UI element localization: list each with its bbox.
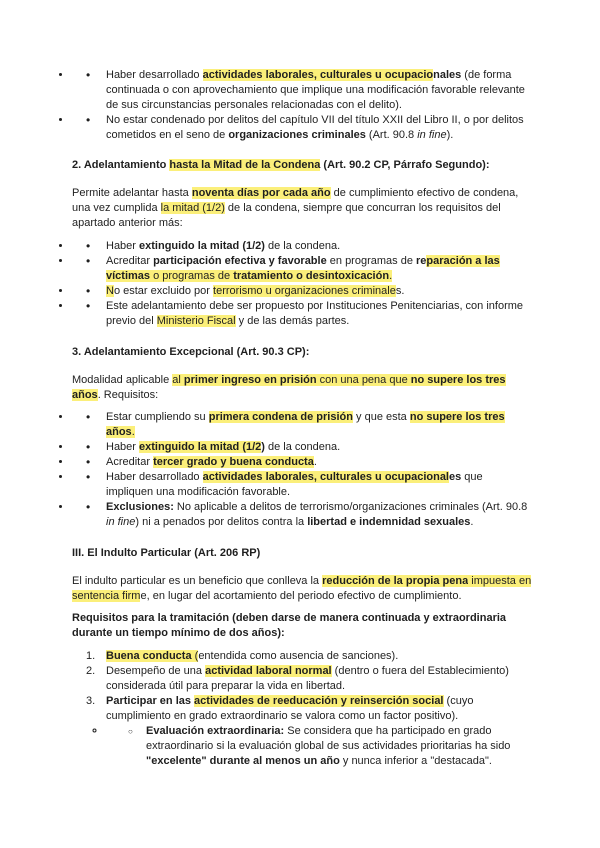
text-run: Haber desarrollado bbox=[106, 471, 203, 483]
paragraph bbox=[72, 373, 532, 403]
text-run: "excelente" durante al menos un año bbox=[146, 755, 340, 767]
paragraph bbox=[72, 186, 532, 231]
text-run: ) bbox=[261, 441, 265, 453]
highlighted-text: tercer grado y buena conducta bbox=[153, 456, 314, 468]
text-run: No estar condenado por delitos del capítulo VII del título XXII del Libro II, o por delitos cometidos en el seno de bbox=[106, 114, 524, 141]
text-run: Haber bbox=[106, 240, 140, 252]
text-run: participación efectiva y favorable bbox=[153, 255, 327, 267]
highlighted-text: al bbox=[172, 374, 184, 386]
highlighted-text: N bbox=[106, 285, 114, 297]
text-run: in fine bbox=[417, 129, 447, 141]
highlighted-text: primer ingreso en prisión bbox=[183, 374, 317, 386]
heading-block bbox=[72, 345, 532, 360]
text-run: Acreditar bbox=[106, 255, 154, 267]
section-heading bbox=[72, 345, 532, 360]
highlighted-text: con una pena que bbox=[316, 374, 411, 386]
list-item bbox=[72, 254, 532, 284]
section-heading bbox=[72, 546, 532, 561]
highlighted-text: actividad laboral normal bbox=[205, 665, 332, 677]
highlighted-text: primera condena de prisión bbox=[208, 411, 353, 423]
sub-list bbox=[106, 724, 532, 769]
numbered-list bbox=[72, 649, 532, 769]
text-run: organizaciones criminales bbox=[228, 129, 366, 141]
text-run: Haber desarrollado bbox=[106, 69, 203, 81]
highlighted-text: . bbox=[131, 426, 135, 438]
text-run: . bbox=[313, 456, 317, 468]
text-run: Modalidad aplicable bbox=[72, 374, 173, 386]
text-run: (de forma continuada o con aprovechamiento que implique una modificación favorable relevante de sus circunstancias personales relacionadas con el delito). bbox=[106, 69, 525, 111]
text-run: . bbox=[470, 516, 474, 528]
list-block bbox=[72, 410, 532, 530]
list-item bbox=[72, 113, 532, 143]
text-run: Acreditar bbox=[106, 456, 154, 468]
highlighted-text: tratamiento o desintoxicación bbox=[233, 270, 390, 282]
paragraph-block bbox=[72, 186, 532, 231]
list-item bbox=[72, 299, 532, 329]
list-item bbox=[72, 284, 532, 299]
text-run: (Art. 90.8 bbox=[365, 129, 418, 141]
text-run: y que esta bbox=[352, 411, 410, 423]
list-item bbox=[72, 440, 532, 455]
text-run: El indulto particular es un beneficio que conlleva la bbox=[72, 575, 323, 587]
text-run: nales bbox=[433, 69, 462, 81]
text-run: de la condena, siempre que concurran los requisitos del apartado anterior más: bbox=[72, 202, 501, 229]
list-item bbox=[72, 68, 532, 113]
text-run: No aplicable a delitos de terrorismo/organizaciones criminales (Art. 90.8 bbox=[173, 501, 528, 513]
text-run: in fine bbox=[106, 516, 136, 528]
item-number: 3. bbox=[86, 695, 96, 707]
text-run: libertad e indemnidad sexuales bbox=[307, 516, 471, 528]
text-run: es bbox=[449, 471, 462, 483]
text-run: Haber bbox=[106, 441, 140, 453]
highlighted-text: hasta la Mitad de la Condena bbox=[169, 159, 321, 171]
list-block bbox=[72, 239, 532, 329]
highlighted-text: la mitad (1/2) bbox=[160, 202, 225, 214]
list-item bbox=[72, 239, 532, 254]
highlighted-text: actividades laborales, culturales u ocupacional bbox=[202, 471, 449, 483]
text-run: Requisitos para la tramitación (deben darse de manera continuada y extraordinaria durante un tiempo mínimo de dos años): bbox=[72, 612, 507, 639]
section-heading bbox=[72, 611, 532, 641]
paragraph bbox=[72, 574, 532, 604]
highlighted-text: Buena conducta bbox=[106, 650, 192, 662]
heading-block bbox=[72, 158, 532, 173]
heading-block bbox=[72, 546, 532, 561]
list-item bbox=[72, 500, 532, 530]
text-run: Estar cumpliendo su bbox=[106, 411, 209, 423]
highlighted-text: ( bbox=[191, 650, 199, 662]
highlighted-text: paración a las víctimas bbox=[106, 255, 500, 282]
sub-list-item bbox=[106, 724, 532, 769]
text-run: extinguido la mitad (1/2) bbox=[139, 240, 265, 252]
text-run: ). bbox=[446, 129, 454, 141]
text-run: entendida como ausencia de sanciones). bbox=[198, 650, 399, 662]
text-run: Desempeño de una bbox=[106, 665, 206, 677]
text-run: III. El Indulto Particular (Art. 206 RP) bbox=[72, 547, 261, 559]
list-item bbox=[72, 470, 532, 500]
list-item bbox=[72, 410, 532, 440]
paragraph-block bbox=[72, 373, 532, 403]
text-run: 3. Adelantamiento Excepcional (Art. 90.3 CP): bbox=[72, 346, 310, 358]
highlighted-text: terrorismo u organizaciones criminale bbox=[213, 285, 396, 297]
text-run: s. bbox=[395, 285, 405, 297]
text-run: o estar excluido por bbox=[113, 285, 214, 297]
bullet-list bbox=[72, 410, 532, 530]
text-run: (Art. 90.2 CP, Párrafo Segundo): bbox=[320, 159, 490, 171]
highlighted-text: noventa días por cada año bbox=[191, 187, 331, 199]
highlighted-text: impuesta en sentencia firm bbox=[72, 575, 532, 602]
bullet-list bbox=[72, 68, 532, 143]
text-run: y nunca inferior a "destacada". bbox=[339, 755, 492, 767]
list-item bbox=[72, 455, 532, 470]
item-number: 1. bbox=[86, 650, 96, 662]
highlighted-text: actividades laborales, culturales u ocupacio bbox=[202, 69, 434, 81]
text-run: Se considera que ha participado en grado extraordinario si la evaluación global de sus actividades prioritarias ha sido bbox=[146, 725, 511, 752]
text-run: (dentro o fuera del Establecimiento) considerada útil para preparar la vida en libertad. bbox=[106, 665, 509, 692]
highlighted-text: actividades de reeducación y reinserción social bbox=[194, 695, 444, 707]
numbered-item bbox=[72, 664, 532, 694]
highlighted-text: reducción de la propia pena bbox=[322, 575, 469, 587]
text-run: Evaluación extraordinaria: bbox=[146, 725, 285, 737]
highlighted-text: Ministerio Fiscal bbox=[156, 315, 236, 327]
text-run: (cuyo cumplimiento en grado extraordinario se valora como un factor positivo). bbox=[106, 695, 474, 722]
text-run: 2. Adelantamiento bbox=[72, 159, 170, 171]
highlighted-text: o programas de bbox=[150, 270, 234, 282]
section-heading bbox=[72, 158, 532, 173]
text-run: de la condena. bbox=[264, 240, 341, 252]
text-run: de la condena. bbox=[264, 441, 341, 453]
text-run: e, en lugar del acortamiento del periodo efectivo de cumplimiento. bbox=[140, 590, 462, 602]
item-number: 2. bbox=[86, 665, 96, 677]
text-run: ) ni a penados por delitos contra la bbox=[135, 516, 308, 528]
highlighted-text: . bbox=[389, 270, 393, 282]
text-run: Participar en las bbox=[106, 695, 195, 707]
bullet-list bbox=[72, 239, 532, 329]
highlighted-text: no supere los tres años bbox=[106, 411, 505, 438]
highlighted-text: extinguido la mitad (1/2 bbox=[139, 441, 262, 453]
text-run: Exclusiones: bbox=[106, 501, 174, 513]
text-run: re bbox=[416, 255, 427, 267]
text-run: . Requisitos: bbox=[97, 389, 159, 401]
highlighted-text: no supere los tres años bbox=[72, 374, 506, 401]
text-run: Permite adelantar hasta bbox=[72, 187, 192, 199]
list-block bbox=[72, 68, 532, 143]
paragraph-block bbox=[72, 574, 532, 604]
text-run: Este adelantamiento debe ser propuesto por Instituciones Penitenciarias, con informe previo del bbox=[106, 300, 524, 327]
heading-block bbox=[72, 611, 532, 641]
text-run: de cumplimiento efectivo de condena, una vez cumplida bbox=[72, 187, 519, 214]
numbered-item bbox=[72, 694, 532, 769]
text-run: que impliquen una modificación favorable. bbox=[106, 471, 483, 498]
list-block bbox=[72, 649, 532, 769]
numbered-item bbox=[72, 649, 532, 664]
text-run: en programas de bbox=[326, 255, 416, 267]
text-run: y de las demás partes. bbox=[235, 315, 350, 327]
